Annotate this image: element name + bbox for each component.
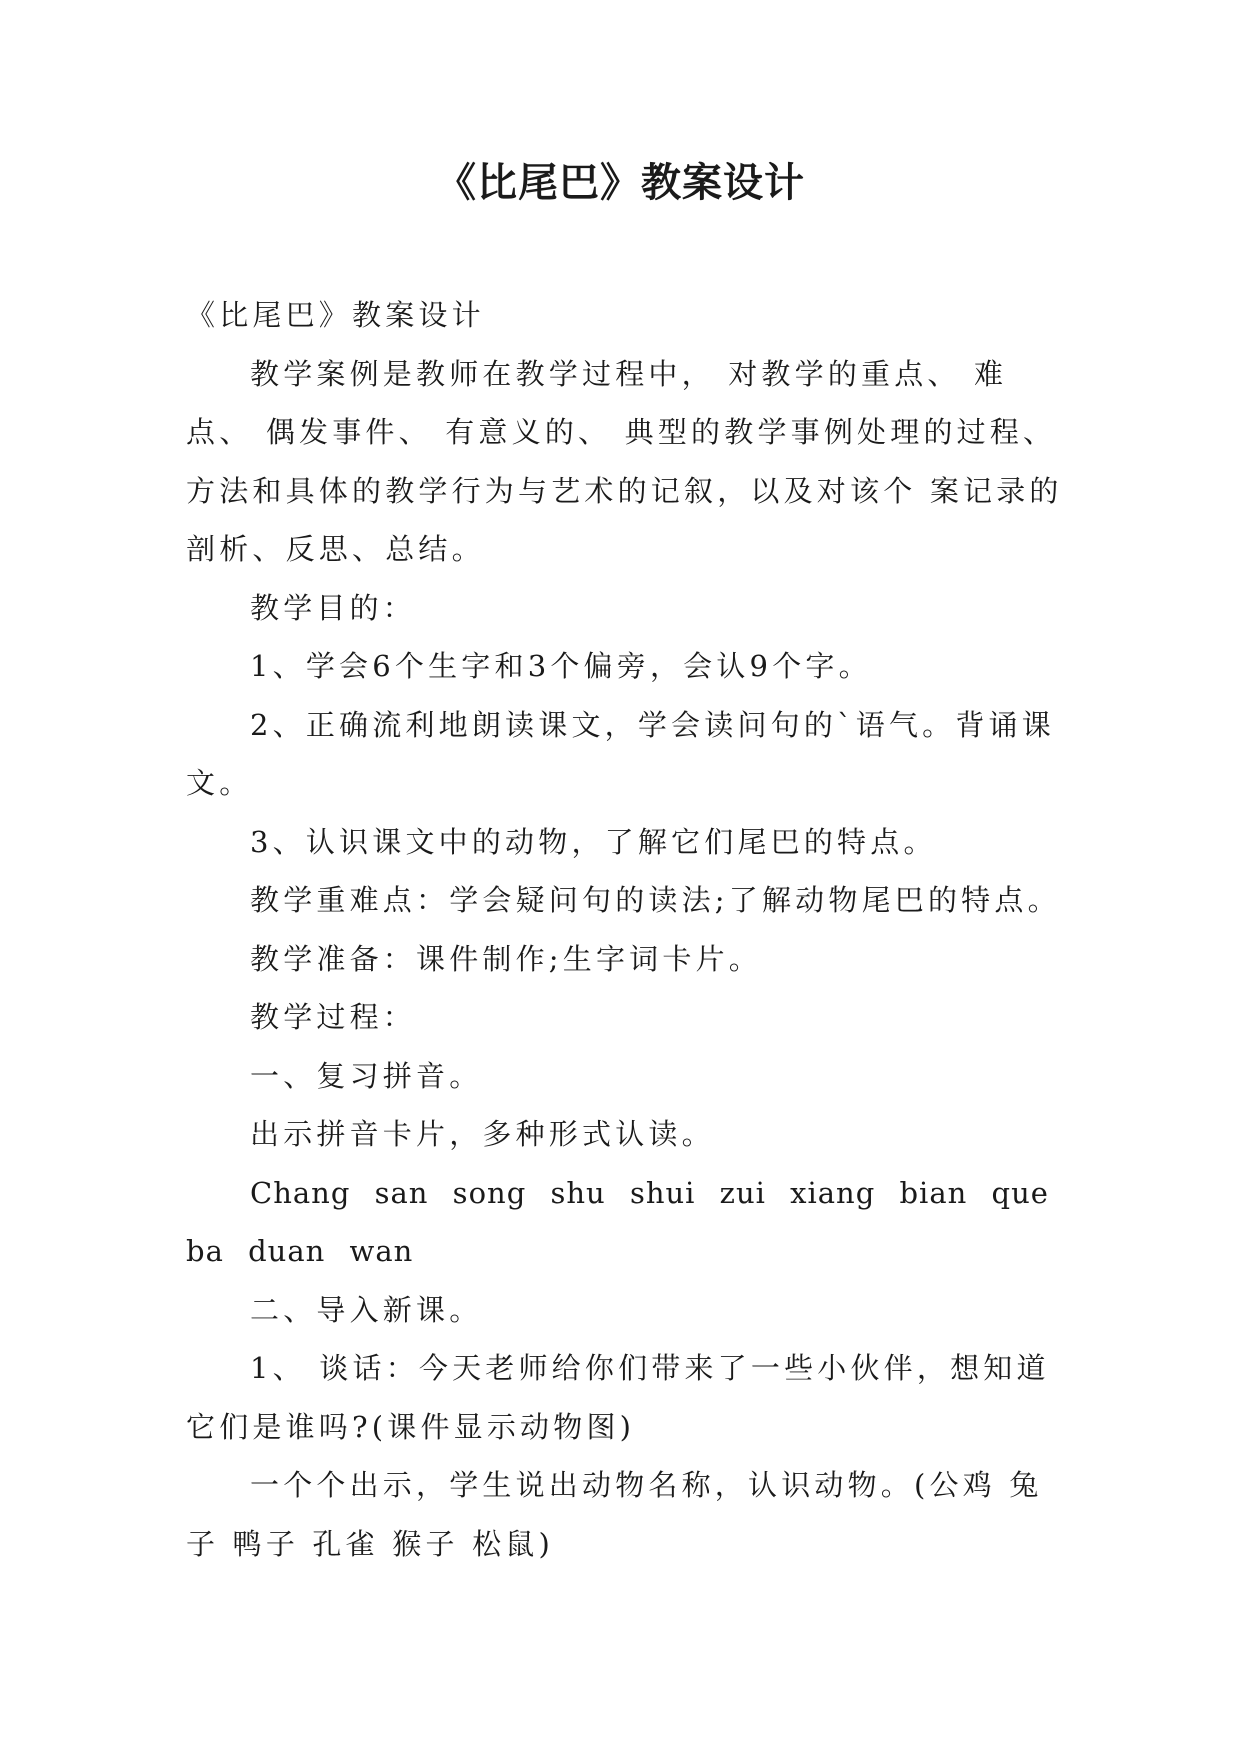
intro-paragraph: 教学案例是教师在教学过程中， 对教学的重点、 难点、 偶发事件、 有意义的、 典型的教学事例处理的过程、方法和具体的教学行为与艺术的记叙，以及对该个 案记录的剖析、反思、总结。 (186, 356, 1063, 566)
objective-item-2: 2、正确流利地朗读课文，学会读问句的`语气。背诵课文。 (186, 707, 1055, 800)
review-instruction: 出示拼音卡片，多种形式认读。 (250, 1117, 715, 1151)
process-heading: 教学过程： (250, 1000, 417, 1034)
document-title: 《比尾巴》教案设计 (436, 160, 805, 206)
subtitle-paragraph: 《比尾巴》教案设计 (186, 298, 485, 332)
document-body (186, 286, 1066, 1573)
objectives-heading: 教学目的： (250, 590, 417, 625)
key-points-paragraph: 教学重难点：学会疑问句的读法;了解动物尾巴的特点。 (250, 883, 1061, 917)
objective-item-3: 3、认识课文中的动物，了解它们尾巴的特点。 (250, 824, 937, 859)
section-heading-intro: 二、导入新课。 (250, 1292, 483, 1327)
pinyin-list: Chang san song shu shui zui xiang bian que ba duan wan (186, 1175, 1049, 1268)
preparation-paragraph: 教学准备：课件制作;生字词卡片。 (250, 941, 762, 976)
conversation-paragraph: 1、 谈话：今天老师给你们带来了一些小伙伴，想知道它们是谁吗?(课件显示动物图) (186, 1351, 1050, 1444)
objective-item-1: 1、学会6个生字和3个偏旁，会认9个字。 (250, 649, 872, 683)
section-heading-review: 一、复习拼音。 (250, 1058, 483, 1093)
animals-paragraph: 一个个出示，学生说出动物名称，认识动物。(公鸡 兔子 鸭子 孔雀 猴子 松鼠) (186, 1468, 1043, 1561)
